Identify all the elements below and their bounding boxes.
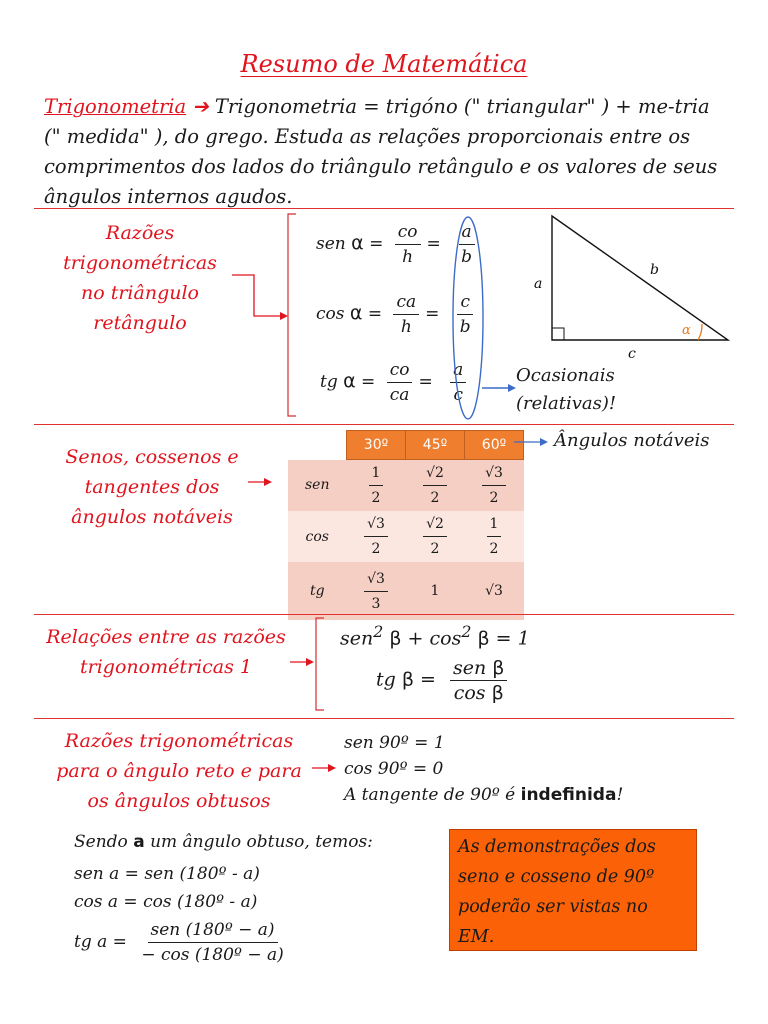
- indefinida-emphasis: indefinida: [520, 785, 617, 805]
- tg-den1: ca: [389, 385, 410, 405]
- arrow-right-icon: [512, 434, 552, 450]
- sen-num2: a: [459, 220, 475, 245]
- demonstration-note-box: As demonstrações dos seno e cosseno de 90º poderão ser vistas no EM.: [449, 829, 697, 951]
- tg-den: [451, 681, 507, 705]
- arrow-right-icon: [310, 760, 340, 776]
- cell-den: 2: [430, 541, 440, 557]
- cell-den: 2: [430, 490, 440, 506]
- obtuse-tg: [74, 918, 287, 967]
- sec2-label: Senos, cossenos e tangentes dos ângulos notáveis: [65, 446, 239, 528]
- cos-den1: h: [400, 317, 412, 337]
- cos-fn: cos: [453, 682, 486, 704]
- arrow-right-icon: [246, 474, 276, 490]
- cos-90: cos 90º = 0: [344, 759, 444, 779]
- divider: [34, 208, 734, 209]
- cos-fn: cos: [316, 304, 345, 324]
- sen-alpha-equation: sen α = $\frac{co}{h}$ = $\frac{a}{b}$: [316, 220, 475, 269]
- relative-note: Ocasionais (relativas)!: [516, 365, 617, 414]
- rhs: = 1: [495, 627, 530, 650]
- beta-symbol: β: [491, 682, 504, 704]
- cell-num: √3: [482, 461, 506, 486]
- sec1-label: Razões trigonométricas no triângulo retângulo: [63, 222, 217, 334]
- obtuse-cos: cos a = cos (180º - a): [74, 892, 258, 912]
- obtuse-intro-b: um ângulo obtuso, temos:: [144, 832, 373, 852]
- sen-num1: co: [395, 220, 421, 245]
- alpha-symbol: α: [351, 232, 364, 254]
- alpha-symbol: α: [349, 302, 363, 324]
- cell-den: 2: [371, 490, 381, 506]
- tg-90-text: A tangente de 90º é: [344, 785, 521, 805]
- cell-den: 2: [489, 541, 499, 557]
- pythagorean-identity: sen$^2$ $\beta + \cos^2 \beta = 1$: [340, 622, 530, 650]
- tg-fn: tg: [376, 668, 396, 691]
- header-60: 60º: [465, 431, 524, 460]
- triangle-side-b: b: [650, 262, 659, 278]
- cell-value: √3: [465, 562, 524, 620]
- sen-den2: b: [461, 247, 473, 267]
- right-triangle-diagram: [530, 212, 740, 362]
- table-row: [288, 562, 524, 620]
- arrow-right-icon: ➔: [192, 95, 215, 118]
- alpha-symbol: α: [343, 370, 356, 392]
- cos-alpha-equation: cos α = $\frac{ca}{h}$ = $\frac{c}{b}$: [316, 290, 474, 339]
- triangle-side-a: a: [534, 276, 543, 292]
- tg-90-end: !: [616, 785, 624, 805]
- exponent: 2: [461, 622, 472, 641]
- divider: [34, 614, 734, 615]
- obtuse-tg-lhs: tg a =: [74, 932, 127, 952]
- table-row: [288, 511, 524, 562]
- cell-num: √2: [423, 461, 447, 486]
- sen-den1: h: [402, 247, 414, 267]
- right-angle-values: [344, 730, 623, 808]
- tg-num: [450, 656, 507, 681]
- beta-symbol: β: [477, 627, 490, 650]
- notable-angles-table: [288, 430, 524, 620]
- tg-90: [344, 782, 623, 808]
- sec4-label: Razões trigonométricas para o ângulo reto e para os ângulos obtusos: [56, 730, 302, 812]
- sen-90: sen 90º = 1: [344, 733, 445, 753]
- tg-num2: a: [450, 358, 466, 383]
- cell-den: 2: [371, 541, 381, 557]
- beta-symbol: β: [492, 657, 505, 679]
- intro-keyword: Trigonometria: [44, 95, 187, 118]
- row-label-cos: cos: [288, 511, 347, 562]
- cell-value: 1: [406, 562, 465, 620]
- tangent-identity: tg β = $\frac{\text{sen β}}{\text{cos β}}$: [376, 656, 507, 705]
- tg-den2: c: [453, 385, 463, 405]
- cell-num: 1: [487, 512, 502, 537]
- sec3-label: Relações entre as razões trigonométricas 1: [46, 626, 286, 678]
- header-30: 30º: [347, 431, 406, 460]
- page-title: Resumo de Matemática: [240, 50, 528, 78]
- beta-symbol: β: [389, 627, 402, 650]
- sen-fn: sen: [316, 234, 346, 254]
- header-45: 45º: [406, 431, 465, 460]
- obtuse-var: a: [133, 832, 145, 852]
- obtuse-intro-a: Sendo: [74, 832, 134, 852]
- exponent: 2: [373, 622, 384, 641]
- intro-paragraph: [44, 92, 724, 212]
- obtuse-tg-num: sen (180º − a): [148, 918, 278, 943]
- sen-fn: sen: [340, 627, 374, 650]
- notable-angles-note: Ângulos notáveis: [554, 430, 710, 451]
- cell-num: 1: [369, 461, 384, 486]
- tg-alpha-equation: tg α = $\frac{co}{ca}$ = $\frac{a}{c}$: [320, 358, 466, 407]
- divider: [34, 718, 734, 719]
- intro-text: Trigonometria = trigóno (" triangular" ) + me-tria (" medida" ), do grego. Estuda as relações proporcionais entre os comprimentos dos lados do triângulo retângulo e os valores de seus ângulos internos agudos.: [44, 95, 718, 208]
- cell-den: 2: [489, 490, 499, 506]
- tg-fn: tg: [320, 372, 338, 392]
- triangle-side-c: c: [628, 346, 636, 362]
- tg-num1: co: [387, 358, 413, 383]
- obtuse-intro: [74, 832, 373, 852]
- cos-num2: c: [457, 290, 473, 315]
- cos-num1: ca: [393, 290, 419, 315]
- cell-den: 3: [371, 595, 381, 612]
- row-label-tg: tg: [288, 562, 347, 620]
- cos-den2: b: [459, 317, 471, 337]
- brace-left: [284, 212, 298, 418]
- row-label-sen: sen: [288, 460, 347, 512]
- obtuse-tg-den: − cos (180º − a): [141, 945, 284, 965]
- cell-num: √2: [423, 512, 447, 537]
- beta-symbol: β: [401, 668, 414, 691]
- divider: [34, 424, 734, 425]
- table-row: [288, 460, 524, 512]
- obtuse-sen: sen a = sen (180º - a): [74, 864, 260, 884]
- triangle-angle-label: α: [682, 323, 691, 338]
- sen-fn: sen: [453, 657, 487, 679]
- cell-num: √3: [364, 567, 388, 592]
- brace-left: [312, 616, 326, 712]
- cos-fn: cos: [429, 627, 462, 650]
- cell-num: √3: [364, 512, 388, 537]
